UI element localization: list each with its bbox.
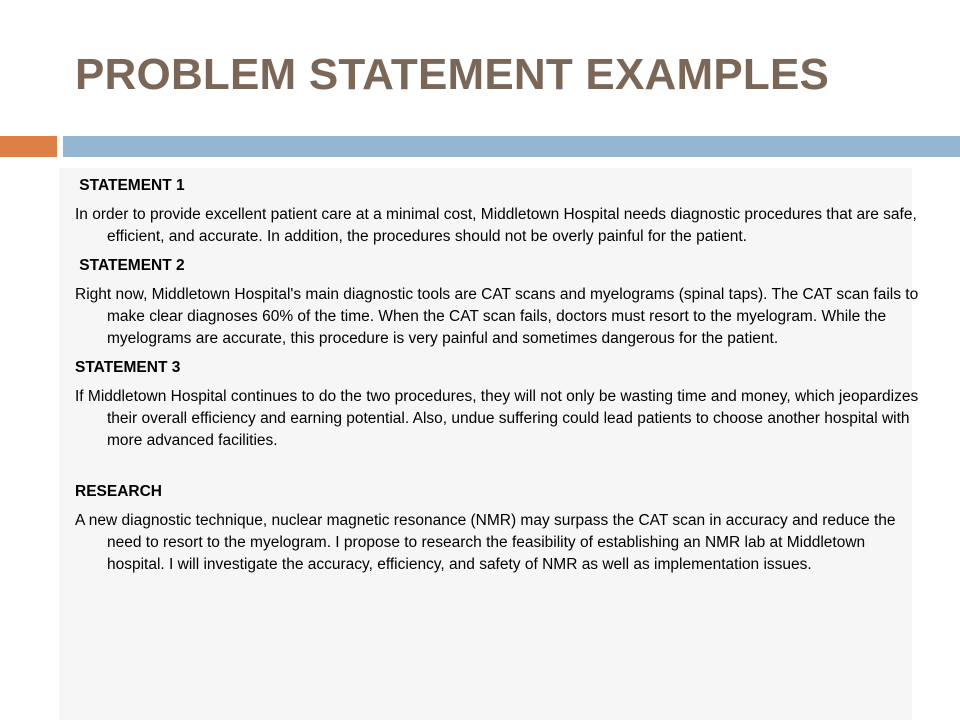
statement-2-heading: STATEMENT 2	[75, 257, 185, 274]
statement-3-heading: STATEMENT 3	[75, 359, 181, 376]
research-text: A new diagnostic technique, nuclear magnetic resonance (NMR) may surpass the CAT scan in accuracy and reduce the need to resort to the myelogram. I propose to research the feasibility of establishing an NMR lab at Middletown hospital. I will investigate the accuracy, efficiency, and safety of NMR as well as implementation issues.	[75, 512, 896, 573]
statement-1-text: In order to provide excellent patient care at a minimal cost, Middletown Hospital needs diagnostic procedures that are safe, efficient, and accurate. In addition, the procedures should not be overly painful for the patient.	[75, 206, 917, 245]
accent-bar-blue	[63, 136, 960, 157]
statement-2-text: Right now, Middletown Hospital's main diagnostic tools are CAT scans and myelograms (spinal taps). The CAT scan fails to make clear diagnoses 60% of the time. When the CAT scan fails, doctors must resort to the myelogram. While the myelograms are accurate, this procedure is very painful and sometimes dangerous for the patient.	[75, 286, 919, 347]
statement-3-text: If Middletown Hospital continues to do the two procedures, they will not only be wasting time and money, which jeopardizes their overall efficiency and earning potential. Also, undue suffering could lead patients to choose another hospital with more advanced facilities.	[75, 388, 919, 449]
slide-title: PROBLEM STATEMENT EXAMPLES	[75, 50, 830, 99]
body-text	[75, 175, 920, 576]
research-heading: RESEARCH	[75, 483, 162, 500]
accent-bar-orange	[0, 136, 57, 157]
statement-1-heading: STATEMENT 1	[75, 177, 185, 194]
